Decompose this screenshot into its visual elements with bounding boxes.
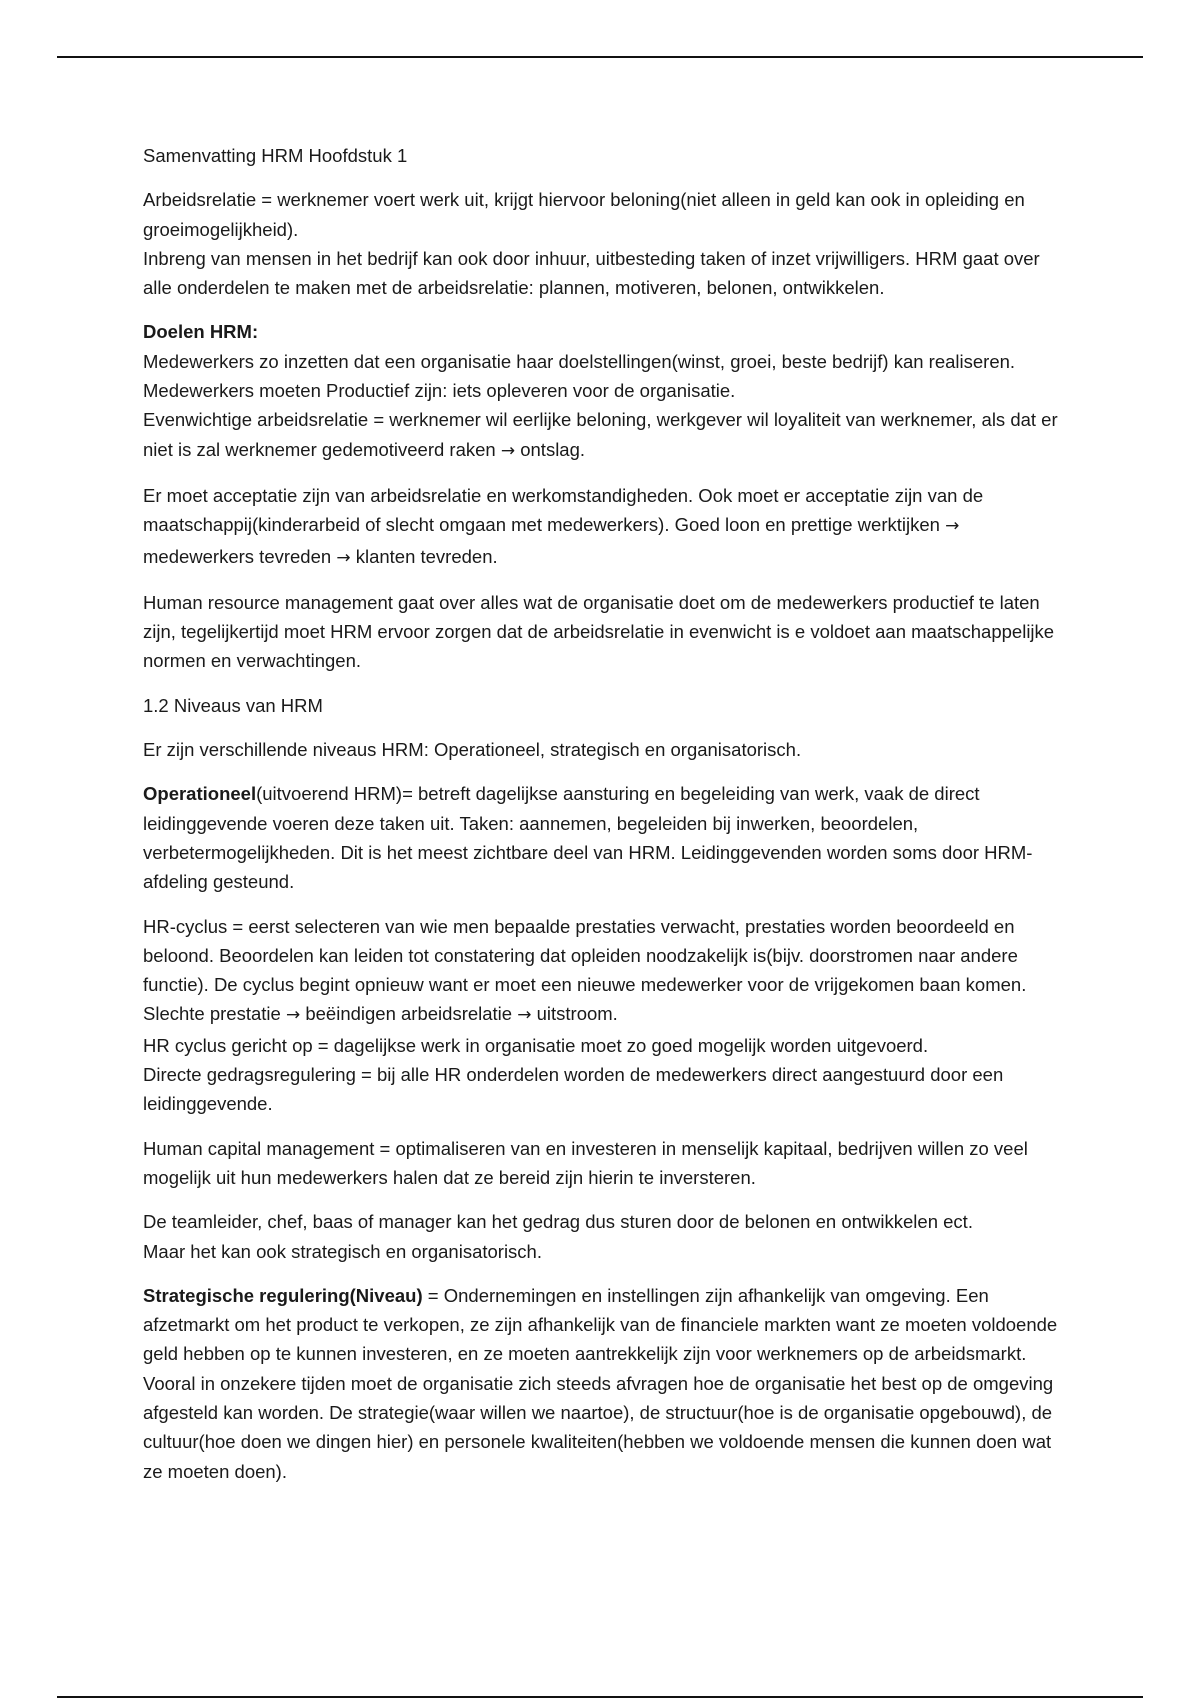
section-heading: 1.2 Niveaus van HRM bbox=[143, 694, 323, 716]
human-capital-paragraph: Human capital management = optimaliseren van en investeren in menselijk kapitaal, bedrijven willen zo veel mogelijk uit hun medewerkers halen dat ze bereid zijn hierin te inversteren. bbox=[143, 1137, 1028, 1188]
arrow-right-icon: → bbox=[517, 1005, 532, 1026]
hr-cyclus-paragraph bbox=[143, 912, 1058, 1119]
strategisch-term: Strategische regulering(Niveau) bbox=[143, 1284, 423, 1306]
acceptatie-end: klanten tevreden. bbox=[355, 545, 498, 567]
intro-line-2: Inbreng van mensen in het bedrijf kan ook door inhuur, uitbesteding taken of inzet vrijwilligers. HRM gaat over alle onderdelen te maken met de arbeidsrelatie: plannen, motiveren, belonen, ontwikkelen. bbox=[143, 247, 1040, 299]
arrow-right-icon: → bbox=[285, 1005, 301, 1026]
document-title: Samenvatting HRM Hoofdstuk 1 bbox=[143, 145, 408, 166]
document-body bbox=[143, 141, 1058, 1486]
acceptatie-mid: medewerkers tevreden bbox=[143, 545, 332, 567]
teamleider-paragraph bbox=[143, 1207, 1058, 1266]
niveaus-intro-paragraph: Er zijn verschillende niveaus HRM: Operationeel, strategisch en organisatorisch. bbox=[143, 739, 802, 761]
operationeel-paragraph bbox=[143, 779, 1058, 896]
intro-line-1: Arbeidsrelatie = werknemer voert werk uit, krijgt hiervoor beloning(niet alleen in geld kan ook in opleiding en groeimogelijkheid). bbox=[143, 189, 1025, 240]
hr-cyclus-line-3: Directe gedragsregulering = bij alle HR onderdelen worden de medewerkers direct aangestuurd door een leidinggevende. bbox=[143, 1064, 1004, 1115]
header-rule bbox=[57, 56, 1143, 58]
arrow-right-icon: → bbox=[336, 547, 351, 568]
teamleider-line-1: De teamleider, chef, baas of manager kan het gedrag dus sturen door de belonen en ontwikkelen ect. bbox=[143, 1211, 973, 1233]
doelen-line-2 bbox=[143, 405, 1058, 466]
strategisch-paragraph bbox=[143, 1281, 1058, 1486]
doelen-paragraph bbox=[143, 317, 1058, 465]
teamleider-line-2: Maar het kan ook strategisch en organisatorisch. bbox=[143, 1240, 542, 1262]
doelen-line-1: Medewerkers zo inzetten dat een organisatie haar doelstellingen(winst, groei, beste bedrijf) kan realiseren. Medewerkers moeten Productief zijn: iets opleveren voor de organisatie. bbox=[143, 350, 1016, 402]
intro-paragraph bbox=[143, 185, 1058, 302]
footer-rule bbox=[57, 1696, 1143, 1698]
strategisch-text: = Ondernemingen en instellingen zijn afhankelijk van omgeving. Een afzetmarkt om het product te verkopen, ze zijn afhankelijk van de financiele markten want ze moeten voldoende geld hebben op te kunnen investeren, en ze moeten aantrekkelijk zijn voor werknemers op de arbeidsmarkt. Vooral in onzekere tijden moet de organisatie zich steeds afvragen hoe de organisatie het best op de omgeving afgesteld kan worden. De strategie(waar willen we naartoe), de structuur(hoe is de organisatie opgebouwd), de cultuur(hoe doen we dingen hier) en personele kwaliteiten(hebben we voldoende mensen die kunnen doen wat ze moeten doen). bbox=[143, 1284, 1058, 1482]
acceptatie-text: Er moet acceptatie zijn van arbeidsrelatie en werkomstandigheden. Ook moet er acceptatie zijn van de maatschappij(kinderarbeid of slecht omgaan met medewerkers). Goed loon en prettige werktijken bbox=[143, 484, 984, 536]
hr-cyclus-end: uitstroom. bbox=[536, 1003, 618, 1025]
hr-cyclus-line-1 bbox=[143, 912, 1058, 1031]
hr-cyclus-text: HR-cyclus = eerst selecteren van wie men bepaalde prestaties verwacht, prestaties worden beoordeeld en beloond. Beoordelen kan leiden tot constatering dat opleiden noodzakelijk is(bijv. doorstromen naar andere functie). De cyclus begint opnieuw want er moet een nieuwe medewerker voor de vrijgekomen baan komen. Slechte prestatie bbox=[143, 915, 1027, 1025]
doelen-line-2-end: ontslag. bbox=[520, 438, 586, 460]
doelen-heading: Doelen HRM: bbox=[143, 321, 259, 343]
operationeel-text: (uitvoerend HRM)= betreft dagelijkse aansturing en begeleiding van werk, vaak de direct leidinggevende voeren deze taken uit. Taken: aannemen, begeleiden bij inwerken, beoordelen, verbetermogelijkheden. Dit is het meest zichtbare deel van HRM. Leidinggevenden worden soms door HRM-afdeling gesteund. bbox=[143, 783, 1033, 893]
hr-cyclus-mid: beëindigen arbeidsrelatie bbox=[305, 1003, 513, 1025]
arrow-right-icon: → bbox=[945, 516, 960, 537]
arrow-right-icon: → bbox=[500, 440, 516, 461]
hrm-definition-paragraph: Human resource management gaat over alles wat de organisatie doet om de medewerkers productief te laten zijn, tegelijkertijd moet HRM ervoor zorgen dat de arbeidsrelatie in evenwicht is e voldoet aan maatschappelijke normen en verwachtingen. bbox=[143, 591, 1055, 672]
hr-cyclus-line-2: HR cyclus gericht op = dagelijkse werk in organisatie moet zo goed mogelijk worden uitgevoerd. bbox=[143, 1034, 929, 1056]
operationeel-term: Operationeel bbox=[143, 783, 257, 805]
acceptatie-paragraph bbox=[143, 481, 1058, 573]
doelen-line-2-text: Evenwichtige arbeidsrelatie = werknemer wil eerlijke beloning, werkgever wil loyaliteit van werknemer, als dat er niet is zal werknemer gedemotiveerd raken bbox=[143, 409, 1058, 460]
